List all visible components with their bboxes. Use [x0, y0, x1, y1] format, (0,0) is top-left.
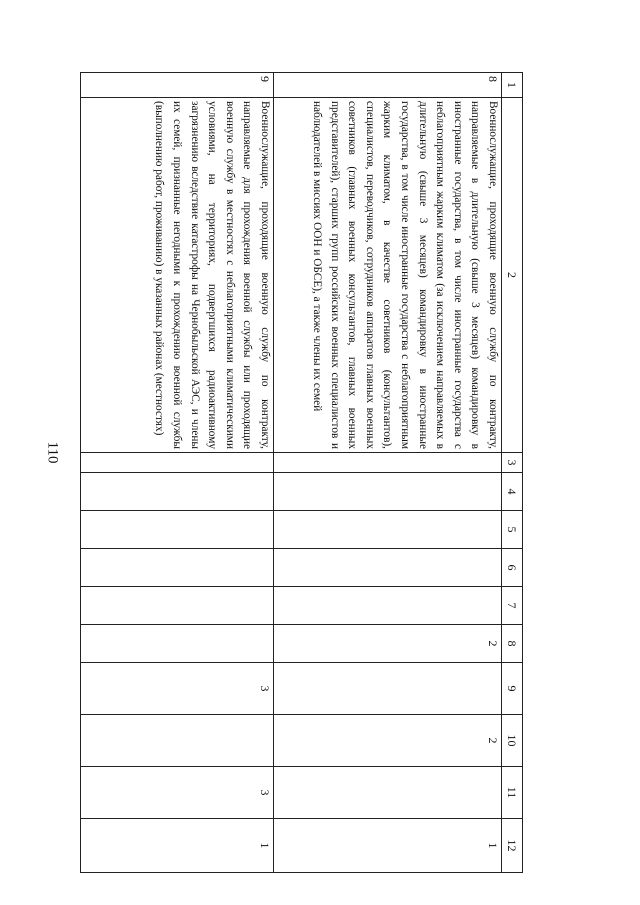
cell [81, 453, 274, 473]
col-header-4: 4 [502, 473, 523, 511]
col-header-11: 11 [502, 767, 523, 819]
cell [274, 767, 502, 819]
cell: 3 [81, 767, 274, 819]
cell [81, 511, 274, 549]
col-header-2: 2 [502, 98, 523, 453]
cell: 1 [274, 819, 502, 873]
col-header-3: 3 [502, 453, 523, 473]
table-row [274, 73, 502, 873]
col-header-1: 1 [502, 73, 523, 98]
cell [274, 587, 502, 625]
col-header-8: 8 [502, 625, 523, 663]
row-description: Военнослужащие, проходящие военную службу по контракту, направляемые для прохождения военной службы или проходящие военную службу в местностях с неблагоприятными климатическими условиями, на территориях, подвергшихся радиоактивному загрязнению вследствие катастрофы на Чернобыльской АЭС, и члены их семей, признанные негодными к прохождению военной службы (выполнению работ, проживанию) в указанных районах (местностях) [81, 98, 274, 453]
col-header-9: 9 [502, 663, 523, 715]
col-header-5: 5 [502, 511, 523, 549]
row-description: Военнослужащие, проходящие военную службу по контракту, направляемые в длительную (свыше 3 месяцев) командировку в иностранные государства, в том числе иностранные государства с неблагоприятным жарким климатом (за исключением направляемых в длительную (свыше 3 месяцев) командировку в иностранные государства, в том числе иностранные государства с неблагоприятным жарким климатом, в качестве советников (консультантов), специалистов, переводчиков, сотрудников аппаратов главных военных советников (главных военных консультантов, главных военных представителей), старших групп российских военных специалистов и наблюдателей в миссиях ООН и ОБСЕ), а также члены их семей [274, 98, 502, 453]
cell [81, 625, 274, 663]
cell [274, 473, 502, 511]
col-header-10: 10 [502, 715, 523, 767]
cell [274, 549, 502, 587]
cell: 2 [274, 715, 502, 767]
cell [274, 453, 502, 473]
col-header-12: 12 [502, 819, 523, 873]
table-row [81, 73, 274, 873]
header-row [502, 73, 523, 873]
cell [81, 549, 274, 587]
col-header-7: 7 [502, 587, 523, 625]
row-number: 8 [274, 73, 502, 98]
cell [81, 473, 274, 511]
cell [81, 587, 274, 625]
benefits-table [80, 72, 523, 873]
cell [274, 663, 502, 715]
row-number: 9 [81, 73, 274, 98]
col-header-6: 6 [502, 549, 523, 587]
cell: 1 [81, 819, 274, 873]
cell: 2 [274, 625, 502, 663]
page-number: 110 [44, 441, 61, 464]
rotated-table [80, 72, 523, 872]
cell: 3 [81, 663, 274, 715]
cell [81, 715, 274, 767]
cell [274, 511, 502, 549]
